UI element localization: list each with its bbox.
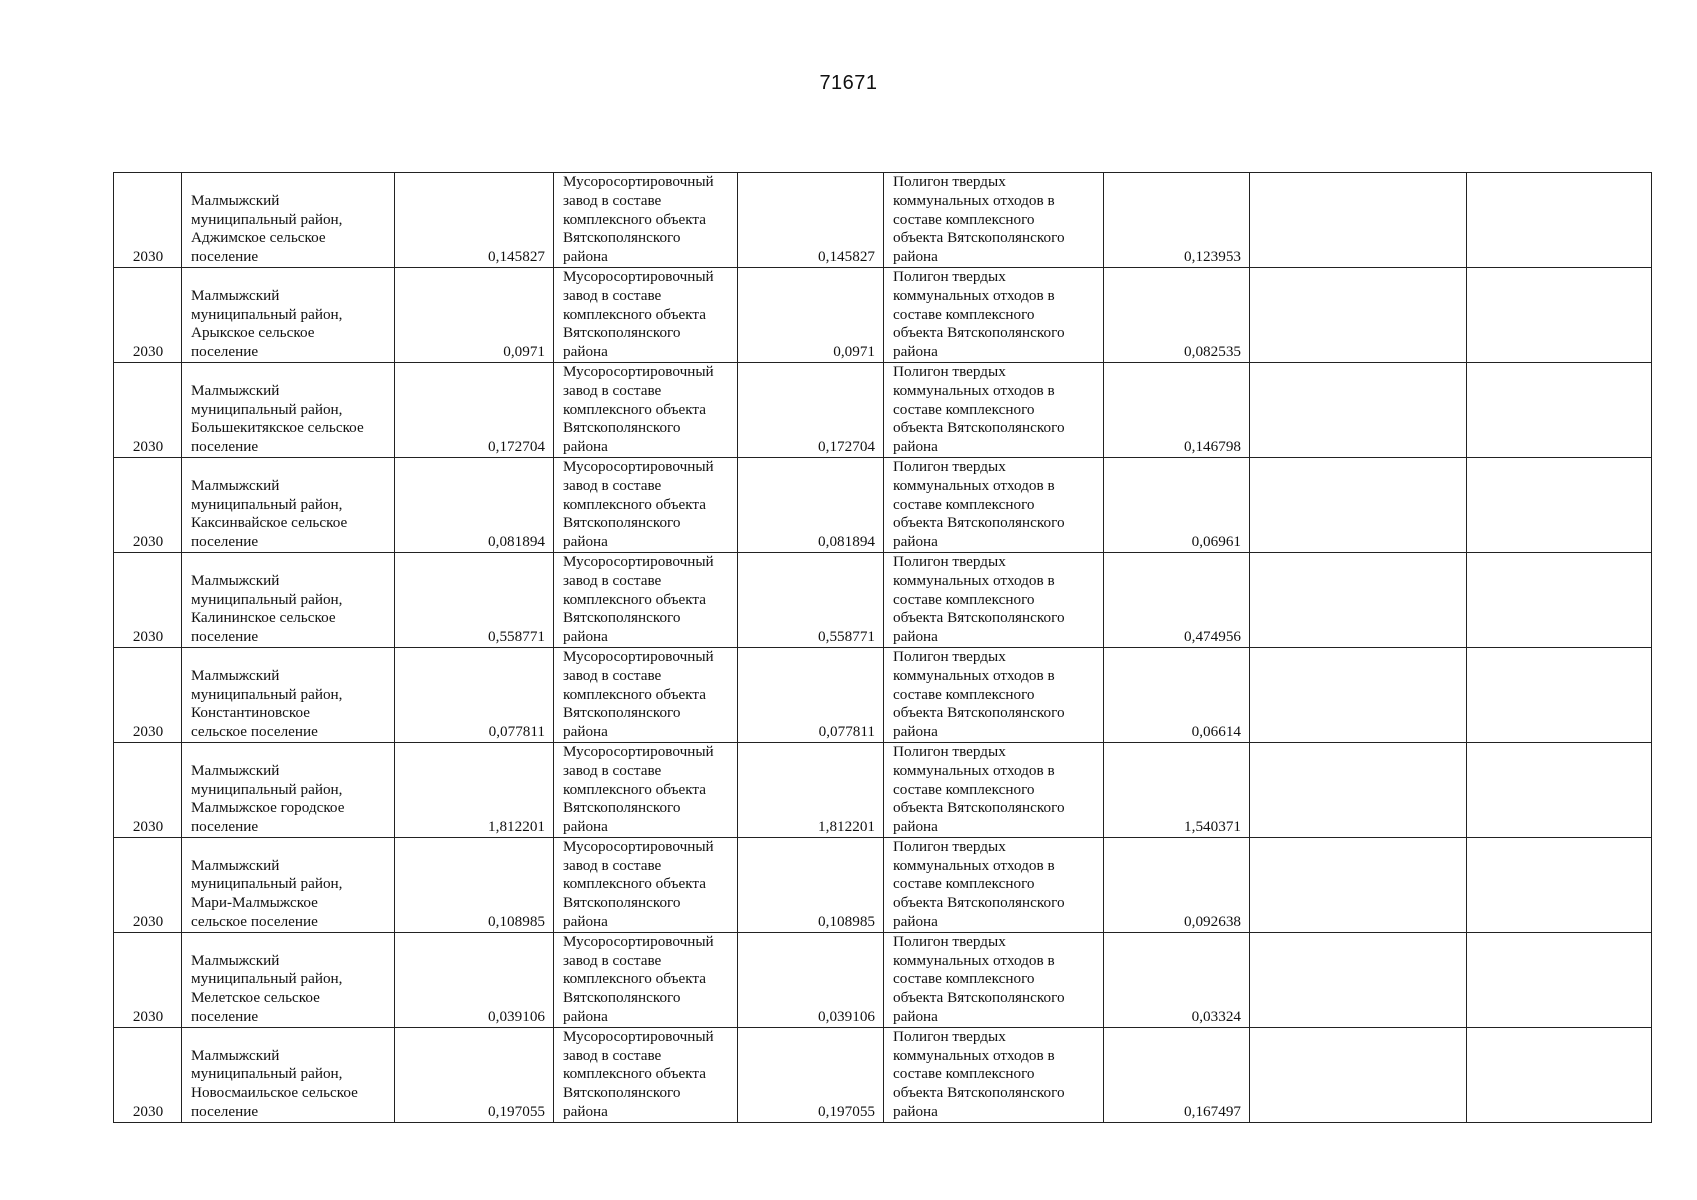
empty-cell: [1467, 362, 1652, 457]
municipality-cell: Малмыжский муниципальный район, Мари-Малмыжское сельское поселение: [182, 837, 395, 932]
empty-cell: [1467, 267, 1652, 362]
municipality-cell: Малмыжский муниципальный район, Мелетское сельское поселение: [182, 932, 395, 1027]
volume-cell: 0,172704: [395, 362, 554, 457]
empty-cell: [1467, 1027, 1652, 1122]
empty-cell: [1467, 552, 1652, 647]
table-row: [114, 837, 1652, 932]
municipality-cell: Малмыжский муниципальный район, Каксинвайское сельское поселение: [182, 457, 395, 552]
landfill-volume-cell: 0,146798: [1104, 362, 1250, 457]
table-row: [114, 1027, 1652, 1122]
volume-cell: 0,145827: [395, 173, 554, 268]
volume-cell: 0,197055: [395, 1027, 554, 1122]
table-row: [114, 647, 1652, 742]
sorting-facility-cell: Мусоросортировочный завод в составе комплексного объекта Вятскополянского района: [554, 362, 738, 457]
year-cell: 2030: [114, 1027, 182, 1122]
sorting-facility-cell: Мусоросортировочный завод в составе комплексного объекта Вятскополянского района: [554, 173, 738, 268]
municipality-cell: Малмыжский муниципальный район, Арыкское сельское поселение: [182, 267, 395, 362]
municipality-cell: Малмыжский муниципальный район, Малмыжское городское поселение: [182, 742, 395, 837]
volume-cell: 0,039106: [395, 932, 554, 1027]
landfill-cell: Полигон твердых коммунальных отходов в составе комплексного объекта Вятскополянского района: [884, 932, 1104, 1027]
year-cell: 2030: [114, 837, 182, 932]
landfill-cell: Полигон твердых коммунальных отходов в составе комплексного объекта Вятскополянского района: [884, 742, 1104, 837]
sorting-volume-cell: 0,558771: [738, 552, 884, 647]
landfill-volume-cell: 0,03324: [1104, 932, 1250, 1027]
year-cell: 2030: [114, 173, 182, 268]
landfill-volume-cell: 0,06614: [1104, 647, 1250, 742]
sorting-volume-cell: 0,108985: [738, 837, 884, 932]
sorting-facility-cell: Мусоросортировочный завод в составе комплексного объекта Вятскополянского района: [554, 457, 738, 552]
table-row: [114, 552, 1652, 647]
volume-cell: 0,077811: [395, 647, 554, 742]
sorting-facility-cell: Мусоросортировочный завод в составе комплексного объекта Вятскополянского района: [554, 552, 738, 647]
sorting-facility-cell: Мусоросортировочный завод в составе комплексного объекта Вятскополянского района: [554, 647, 738, 742]
empty-cell: [1250, 362, 1467, 457]
sorting-volume-cell: 0,077811: [738, 647, 884, 742]
landfill-cell: Полигон твердых коммунальных отходов в составе комплексного объекта Вятскополянского района: [884, 173, 1104, 268]
landfill-cell: Полигон твердых коммунальных отходов в составе комплексного объекта Вятскополянского района: [884, 457, 1104, 552]
empty-cell: [1250, 552, 1467, 647]
sorting-volume-cell: 0,039106: [738, 932, 884, 1027]
landfill-cell: Полигон твердых коммунальных отходов в составе комплексного объекта Вятскополянского района: [884, 552, 1104, 647]
year-cell: 2030: [114, 552, 182, 647]
empty-cell: [1250, 742, 1467, 837]
municipality-cell: Малмыжский муниципальный район, Новосмаильское сельское поселение: [182, 1027, 395, 1122]
municipality-cell: Малмыжский муниципальный район, Константиновское сельское поселение: [182, 647, 395, 742]
landfill-cell: Полигон твердых коммунальных отходов в составе комплексного объекта Вятскополянского района: [884, 362, 1104, 457]
empty-cell: [1250, 1027, 1467, 1122]
municipality-cell: Малмыжский муниципальный район, Большекитякское сельское поселение: [182, 362, 395, 457]
landfill-cell: Полигон твердых коммунальных отходов в составе комплексного объекта Вятскополянского района: [884, 267, 1104, 362]
year-cell: 2030: [114, 457, 182, 552]
empty-cell: [1467, 457, 1652, 552]
sorting-volume-cell: 0,197055: [738, 1027, 884, 1122]
municipality-cell: Малмыжский муниципальный район, Аджимское сельское поселение: [182, 173, 395, 268]
table-body: [114, 173, 1652, 1123]
empty-cell: [1467, 647, 1652, 742]
volume-cell: 0,558771: [395, 552, 554, 647]
landfill-volume-cell: 0,123953: [1104, 173, 1250, 268]
volume-cell: 0,081894: [395, 457, 554, 552]
allocation-table: [113, 172, 1652, 1123]
empty-cell: [1250, 457, 1467, 552]
table-row: [114, 742, 1652, 837]
empty-cell: [1467, 932, 1652, 1027]
table-row: [114, 267, 1652, 362]
empty-cell: [1467, 742, 1652, 837]
table-row: [114, 362, 1652, 457]
year-cell: 2030: [114, 362, 182, 457]
empty-cell: [1250, 173, 1467, 268]
sorting-volume-cell: 0,172704: [738, 362, 884, 457]
empty-cell: [1250, 647, 1467, 742]
sorting-volume-cell: 1,812201: [738, 742, 884, 837]
empty-cell: [1467, 837, 1652, 932]
municipality-cell: Малмыжский муниципальный район, Калининское сельское поселение: [182, 552, 395, 647]
table-row: [114, 457, 1652, 552]
landfill-cell: Полигон твердых коммунальных отходов в составе комплексного объекта Вятскополянского района: [884, 1027, 1104, 1122]
year-cell: 2030: [114, 742, 182, 837]
volume-cell: 0,0971: [395, 267, 554, 362]
sorting-facility-cell: Мусоросортировочный завод в составе комплексного объекта Вятскополянского района: [554, 932, 738, 1027]
sorting-facility-cell: Мусоросортировочный завод в составе комплексного объекта Вятскополянского района: [554, 742, 738, 837]
landfill-volume-cell: 0,06961: [1104, 457, 1250, 552]
table-row: [114, 932, 1652, 1027]
empty-cell: [1467, 173, 1652, 268]
sorting-volume-cell: 0,145827: [738, 173, 884, 268]
year-cell: 2030: [114, 932, 182, 1027]
sorting-facility-cell: Мусоросортировочный завод в составе комплексного объекта Вятскополянского района: [554, 1027, 738, 1122]
volume-cell: 0,108985: [395, 837, 554, 932]
sorting-facility-cell: Мусоросортировочный завод в составе комплексного объекта Вятскополянского района: [554, 267, 738, 362]
landfill-volume-cell: 0,474956: [1104, 552, 1250, 647]
landfill-cell: Полигон твердых коммунальных отходов в составе комплексного объекта Вятскополянского района: [884, 647, 1104, 742]
year-cell: 2030: [114, 647, 182, 742]
empty-cell: [1250, 267, 1467, 362]
empty-cell: [1250, 932, 1467, 1027]
landfill-volume-cell: 0,167497: [1104, 1027, 1250, 1122]
landfill-cell: Полигон твердых коммунальных отходов в составе комплексного объекта Вятскополянского района: [884, 837, 1104, 932]
year-cell: 2030: [114, 267, 182, 362]
sorting-facility-cell: Мусоросортировочный завод в составе комплексного объекта Вятскополянского района: [554, 837, 738, 932]
sorting-volume-cell: 0,0971: [738, 267, 884, 362]
table-row: [114, 173, 1652, 268]
sorting-volume-cell: 0,081894: [738, 457, 884, 552]
landfill-volume-cell: 0,082535: [1104, 267, 1250, 362]
landfill-volume-cell: 0,092638: [1104, 837, 1250, 932]
page-number: 71671: [819, 72, 878, 94]
empty-cell: [1250, 837, 1467, 932]
volume-cell: 1,812201: [395, 742, 554, 837]
landfill-volume-cell: 1,540371: [1104, 742, 1250, 837]
